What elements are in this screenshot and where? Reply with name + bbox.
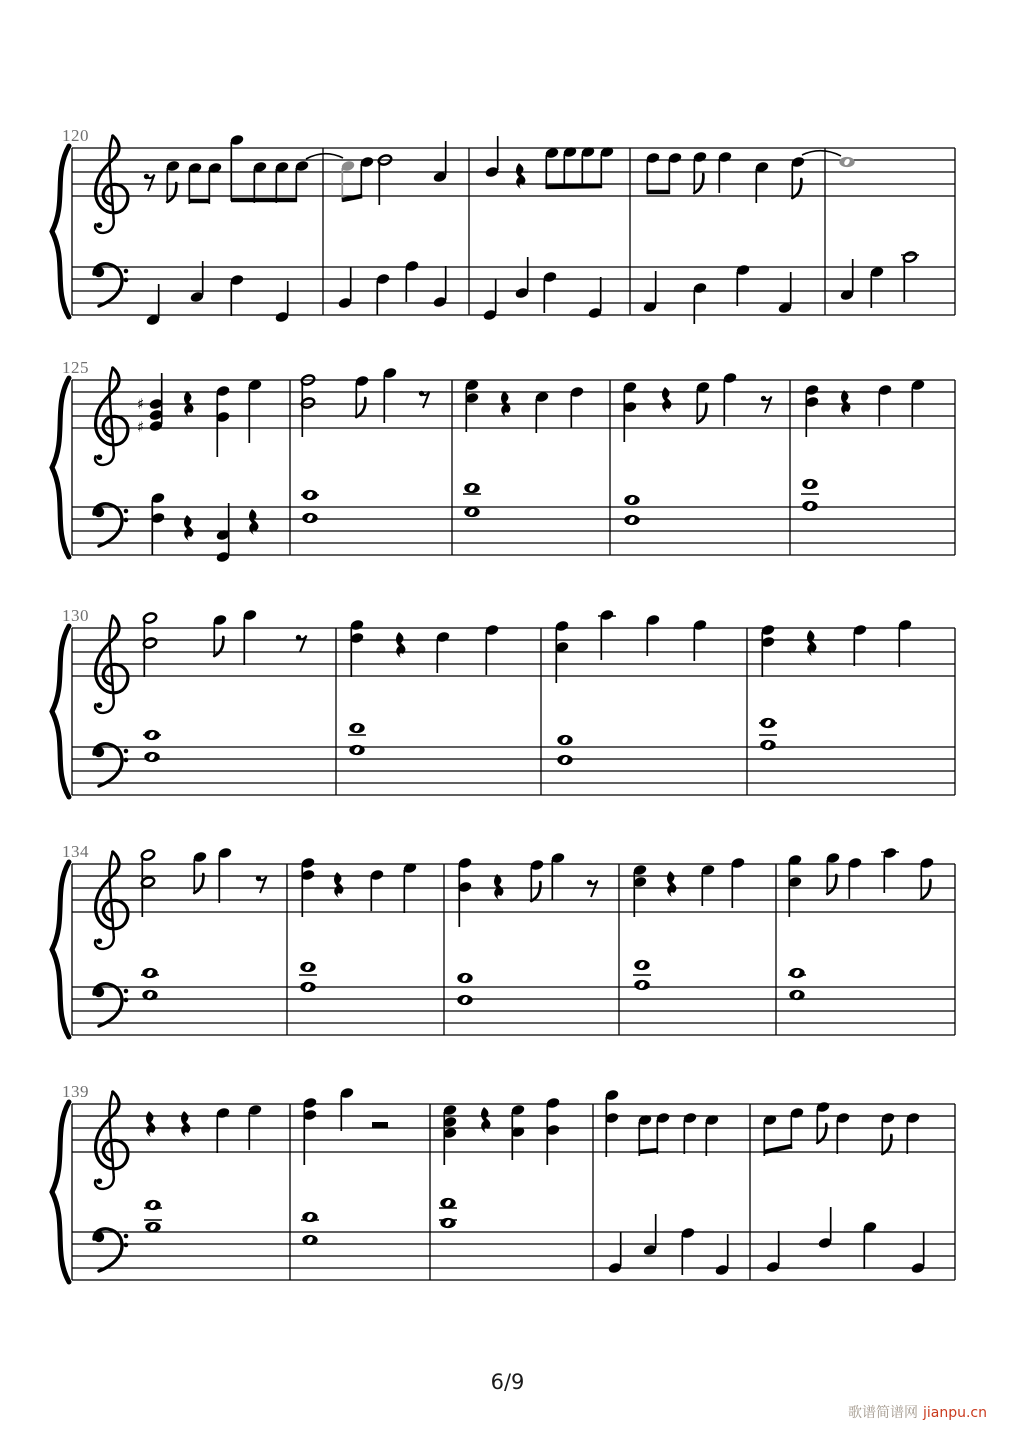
bass-clef-icon	[94, 1229, 129, 1271]
quarter-rest	[667, 871, 676, 897]
eighth-flag	[792, 179, 801, 198]
eighth-rest	[299, 636, 307, 653]
quarter-rest	[662, 387, 671, 413]
eighth-flag	[697, 404, 706, 423]
brace-icon	[52, 862, 69, 1037]
brace-icon	[52, 626, 69, 797]
quarter-rest	[494, 874, 503, 900]
eighth-flag	[194, 874, 203, 893]
watermark	[848, 1402, 987, 1422]
bass-clef-icon	[94, 744, 129, 786]
eighth-rest	[147, 175, 155, 192]
sharp-sign: ♯	[137, 418, 145, 436]
eighth-rest	[422, 392, 430, 409]
quarter-rest	[516, 163, 525, 189]
beam	[546, 186, 602, 187]
measure-number: 134	[62, 842, 89, 861]
eighth-flag	[921, 880, 930, 899]
beam	[639, 1150, 658, 1152]
measure-number: 125	[62, 358, 89, 377]
eighth-flag	[167, 183, 176, 202]
eighth-flag	[882, 1135, 891, 1154]
measure-number: 120	[62, 126, 89, 145]
eighth-rest	[764, 397, 772, 414]
quarter-rest	[841, 390, 850, 416]
quarter-rest	[396, 632, 405, 658]
eighth-rest	[259, 877, 267, 894]
brace-icon	[52, 378, 69, 557]
quarter-rest	[146, 1111, 155, 1137]
brace-icon	[52, 146, 69, 317]
bass-clef-icon	[94, 264, 129, 306]
bass-clef-icon	[94, 504, 129, 546]
tie	[802, 151, 841, 156]
tie	[306, 154, 343, 159]
quarter-rest	[181, 1111, 190, 1137]
eighth-flag	[827, 875, 836, 894]
grand-staff-system	[52, 367, 955, 564]
beam	[764, 1146, 792, 1152]
measure-number: 130	[62, 606, 89, 625]
bass-clef-icon	[94, 984, 129, 1026]
quarter-rest	[481, 1107, 490, 1133]
grand-staff-system	[52, 1087, 955, 1282]
eighth-flag	[531, 882, 540, 901]
beam	[342, 196, 362, 200]
eighth-flag	[356, 398, 365, 417]
brace-icon	[52, 1102, 69, 1282]
measure-number: 139	[62, 1082, 89, 1101]
half-rest	[372, 1122, 388, 1128]
watermark-site-name: 歌谱简谱网	[847, 1405, 918, 1421]
watermark-site-link[interactable]: jianpu.cn	[922, 1405, 987, 1421]
sharp-sign: ♯	[137, 395, 145, 413]
page-number: 6/9	[490, 1370, 525, 1394]
grand-staff-system	[52, 847, 955, 1037]
grand-staff-system	[52, 134, 955, 327]
eighth-rest	[590, 881, 598, 898]
grand-staff-system	[52, 609, 955, 797]
